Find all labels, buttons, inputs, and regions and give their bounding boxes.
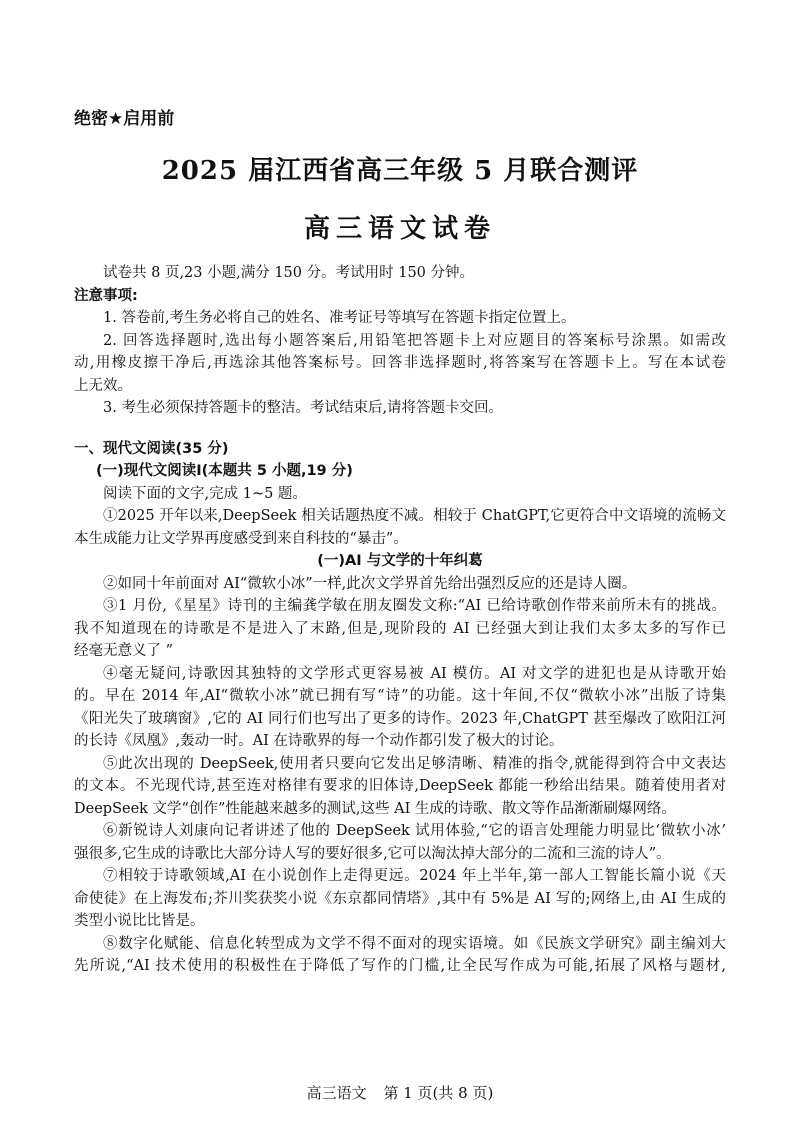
notice-item: 1. 答卷前,考生务必将自己的姓名、准考证号等填写在答题卡指定位置上。	[103, 310, 576, 326]
article-line: 的。早在 2014 年,AI“微软小冰”就已拥有写“诗”的功能。这十年间,不仅“微软小冰”出版了诗集	[74, 688, 726, 704]
article-line: ①2025 开年以来,DeepSeek 相关话题热度不减。相较于 ChatGPT,它更符合中文语境的流畅文	[103, 508, 726, 524]
article-line: 经毫无意义了 ”	[74, 643, 174, 659]
article-line: 我不知道现在的诗歌是不是进入了末路,但是,现阶段的 AI 已经强大到让我们太多太多的写作已	[74, 620, 726, 637]
article-line: ②如同十年前面对 AI“微软小冰”一样,此次文学界首先给出强烈反应的还是诗人圈。	[103, 575, 637, 592]
article-line: 强很多,它生成的诗歌比大部分诗人写的要好很多,它可以淘汰掉大部分的二流和三流的诗人”。	[74, 845, 671, 862]
section-heading: 一、现代文阅读(35 分)	[74, 440, 229, 457]
notice-item: 2. 回答选择题时,选出每小题答案后,用铅笔把答题卡上对应题目的答案标号涂黑。如需改	[103, 332, 726, 349]
notice-heading: 注意事项:	[74, 287, 138, 304]
exam-content	[74, 262, 726, 978]
article-line: ⑤此次出现的 DeepSeek,使用者只要向它发出足够清晰、精准的指令,就能得到符合中文表达	[103, 755, 726, 772]
secret-mark: 绝密★启用前	[74, 109, 175, 129]
notice-item: 动,用橡皮擦干净后,再选涂其他答案标号。回答非选择题时,将答案写在答题卡上。写在本试卷	[74, 355, 726, 371]
footer-subject: 高三语文	[306, 1084, 367, 1102]
exam-intro: 试卷共 8 页,23 小题,满分 150 分。考试用时 150 分钟。	[103, 265, 475, 281]
article-line: DeepSeek 文学“创作”性能越来越多的测试,这些 AI 生成的诗歌、散文等作品渐渐刷爆网络。	[74, 800, 676, 817]
exam-subtitle: 高三语文试卷	[303, 214, 496, 244]
reading-instruction: 阅读下面的文字,完成 1~5 题。	[103, 485, 307, 502]
article-line: 命使徒》在上海发布;芥川奖获奖小说《东京都同情塔》,其中有 5%是 AI 写的;网络上,由 AI 生成的	[74, 890, 726, 907]
exam-title: 2025 届江西省高三年级 5 月联合测评	[161, 156, 639, 186]
article-line: 本生成能力让文学界再度感受到来自科技的“暴击”。	[74, 530, 408, 547]
article-line: 《阳光失了玻璃窗》,它的 AI 同行们也写出了更多的诗作。2023 年,ChatGPT 甚至爆改了欧阳江河	[74, 710, 726, 727]
article-line: 的长诗《凤凰》,轰动一时。AI 在诗歌界的每一个动作都引发了极大的讨论。	[74, 733, 564, 749]
article-line: ⑦相较于诗歌领域,AI 在小说创作上走得更远。2024 年上半年,第一部人工智能长篇小说《天	[103, 868, 726, 884]
article-line: ⑥新锐诗人刘康向记者讲述了他的 DeepSeek 试用体验,“它的语言处理能力明显比‘微软小冰’	[103, 823, 726, 839]
notice-item: 上无效。	[74, 377, 132, 394]
subsection-heading: (一)现代文阅读Ⅰ(本题共 5 小题,19 分)	[96, 463, 353, 479]
page-footer	[0, 1082, 800, 1103]
article-line: 的文本。不光现代诗,甚至连对格律有要求的旧体诗,DeepSeek 都能一秒给出结果。随着使用者对	[74, 778, 726, 794]
article-line: ③1 月份,《星星》诗刊的主编龚学敏在朋友圈发文称:“AI 已给诗歌创作带来前所未有的挑战。	[103, 598, 726, 614]
article-line: 先所说,“AI 技术使用的积极性在于降低了写作的门槛,让全民写作成为可能,拓展了风格与题材,	[74, 958, 726, 974]
footer-page-number: 第 1 页(共 8 页)	[383, 1084, 494, 1102]
article-line: 类型小说比比皆是。	[74, 913, 205, 929]
article-line: ④毫无疑问,诗歌因其独特的文学形式更容易被 AI 模仿。AI 对文学的进犯也是从诗歌开始	[103, 665, 726, 682]
article-line: ⑧数字化赋能、信息化转型成为文学不得不面对的现实语境。如《民族文学研究》副主编刘大	[103, 935, 726, 952]
article-title: (一)AI 与文学的十年纠葛	[317, 553, 483, 569]
notice-item: 3. 考生必须保持答题卡的整洁。考试结束后,请将答题卡交回。	[103, 400, 504, 416]
